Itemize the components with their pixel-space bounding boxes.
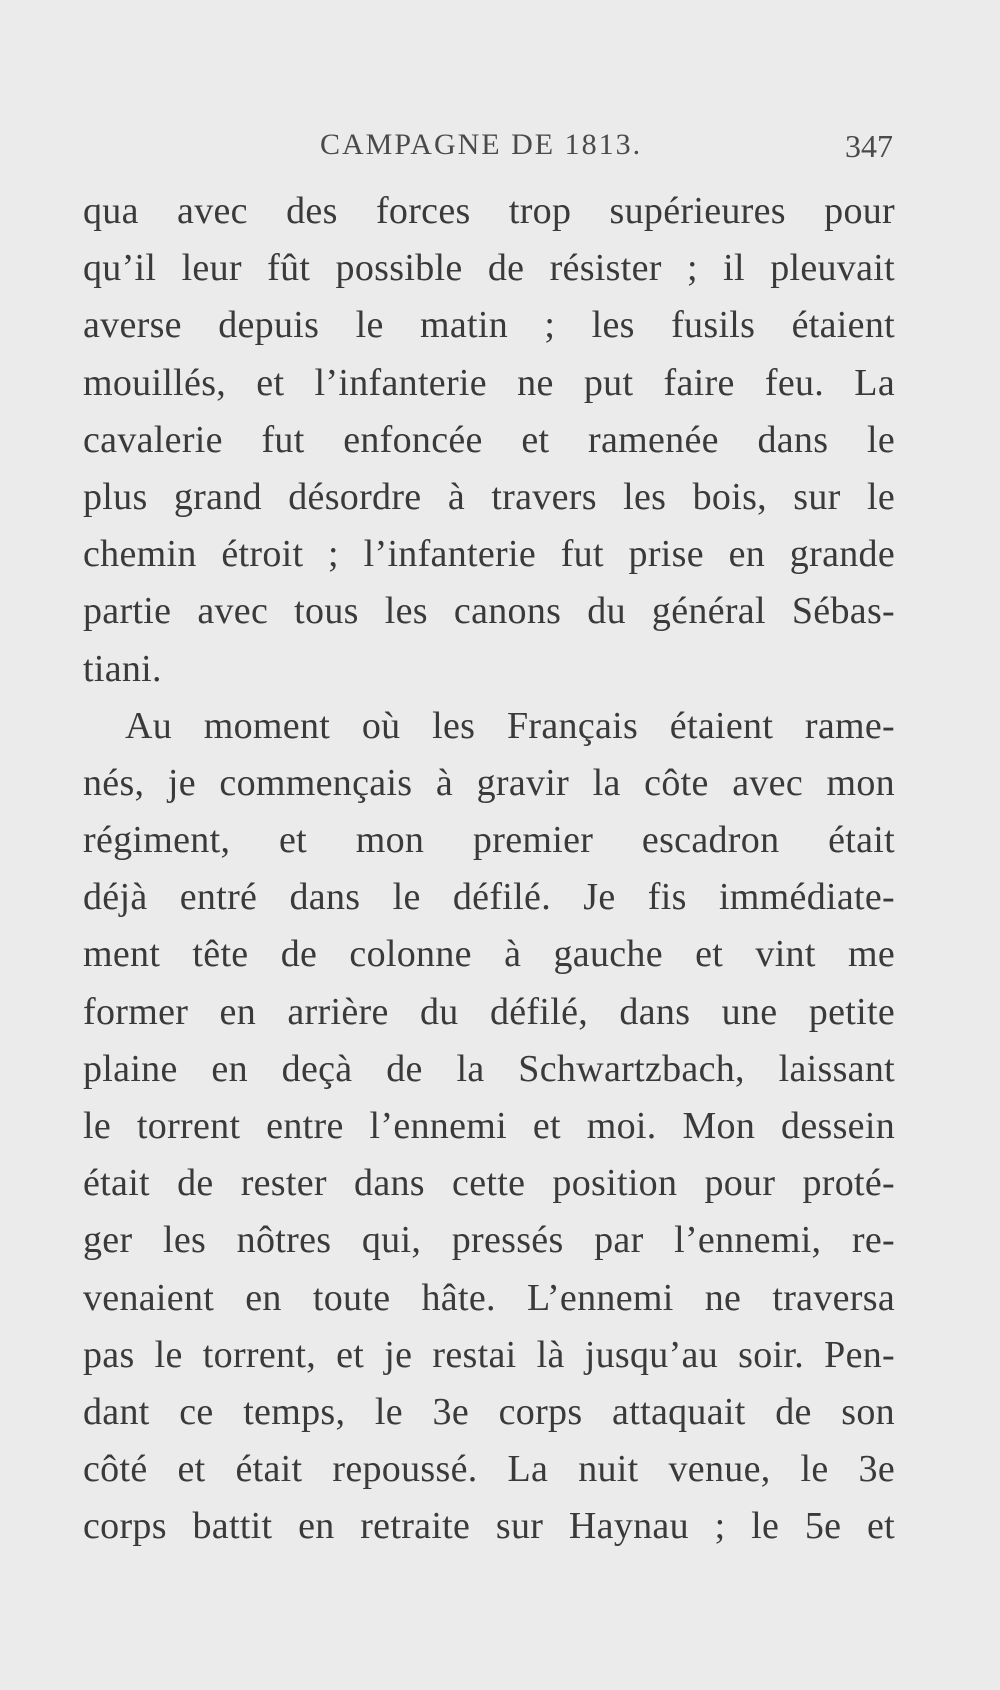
text-line: partie avec tous les canons du général Sébas-	[83, 590, 895, 633]
page-number: 347	[845, 128, 893, 164]
text-line: tiani.	[83, 647, 162, 690]
text-line: régiment, et mon premier escadron était	[83, 819, 895, 862]
text-line: dant ce temps, le 3e corps attaquait de son	[83, 1390, 895, 1433]
text-line: plus grand désordre à travers les bois, sur le	[83, 475, 895, 518]
text-line: était de rester dans cette position pour proté-	[83, 1162, 895, 1205]
text-line: déjà entré dans le défilé. Je fis immédiate-	[83, 876, 895, 919]
text-line: averse depuis le matin ; les fusils étaient	[83, 304, 895, 347]
text-line: cavalerie fut enfoncée et ramenée dans le	[83, 418, 895, 461]
text-line: ger les nôtres qui, pressés par l’ennemi, re-	[83, 1219, 895, 1262]
text-line: chemin étroit ; l’infanterie fut prise en grande	[83, 533, 895, 576]
text-line: mouillés, et l’infanterie ne put faire feu. La	[83, 361, 895, 404]
text-line: qua avec des forces trop supérieures pour	[83, 190, 895, 232]
running-head	[0, 128, 1000, 168]
text-line: nés, je commençais à gravir la côte avec mon	[83, 761, 895, 804]
body-text	[83, 183, 895, 1556]
text-line: venaient en toute hâte. L’ennemi ne traversa	[83, 1276, 895, 1319]
running-title: CAMPAGNE DE 1813.	[320, 128, 643, 161]
text-line: Au moment où les Français étaient rame-	[125, 704, 895, 747]
text-line: plaine en deçà de la Schwartzbach, laissant	[83, 1047, 895, 1090]
text-line: le torrent entre l’ennemi et moi. Mon dessein	[83, 1105, 895, 1147]
text-line: pas le torrent, et je restai là jusqu’au soir. Pen-	[83, 1333, 895, 1376]
text-line: former en arrière du défilé, dans une petite	[83, 990, 895, 1033]
text-line: corps battit en retraite sur Haynau ; le 5e et	[83, 1505, 895, 1548]
text-line: côté et était repoussé. La nuit venue, le 3e	[83, 1448, 895, 1491]
text-line: ment tête de colonne à gauche et vint me	[83, 933, 895, 976]
text-line: qu’il leur fût possible de résister ; il pleuvait	[83, 247, 895, 290]
